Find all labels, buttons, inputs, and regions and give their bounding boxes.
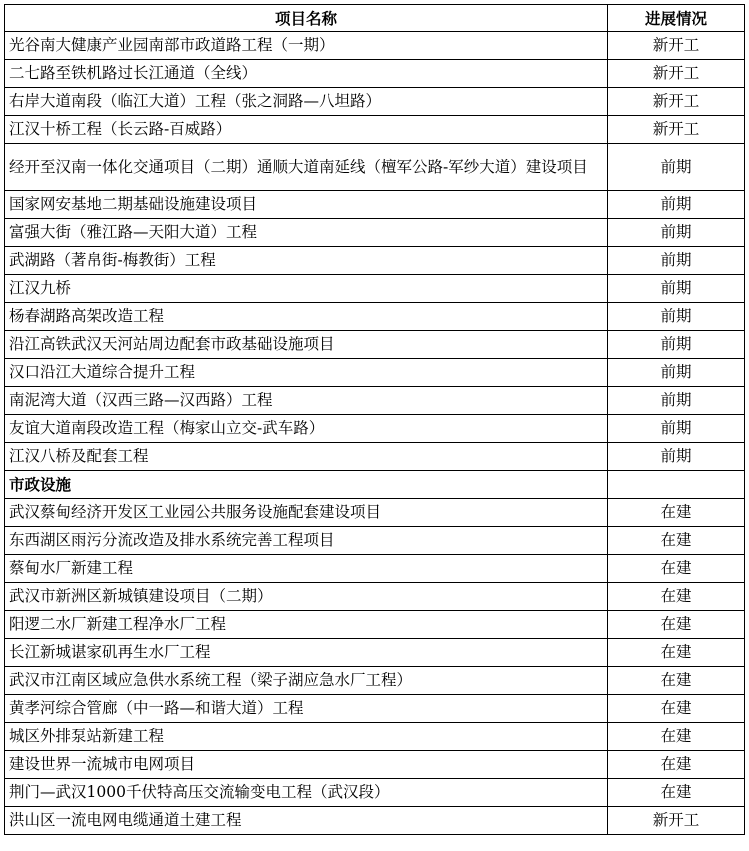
table-row	[5, 695, 745, 723]
project-name: 阳逻二水厂新建工程净水厂工程	[5, 611, 608, 639]
table-row	[5, 191, 745, 219]
table-row	[5, 60, 745, 88]
project-name: 洪山区一流电网电缆通道土建工程	[5, 807, 608, 835]
header-name: 项目名称	[5, 5, 608, 32]
project-status: 前期	[608, 443, 745, 471]
project-status: 前期	[608, 387, 745, 415]
project-name: 国家网安基地二期基础设施建设项目	[5, 191, 608, 219]
table-row	[5, 32, 745, 60]
project-name: 南泥湾大道（汉西三路—汉西路）工程	[5, 387, 608, 415]
project-name: 二七路至铁机路过长江通道（全线）	[5, 60, 608, 88]
project-name: 汉口沿江大道综合提升工程	[5, 359, 608, 387]
project-name: 右岸大道南段（临江大道）工程（张之洞路—八坦路）	[5, 88, 608, 116]
table-row	[5, 415, 745, 443]
table-row	[5, 751, 745, 779]
project-name: 江汉十桥工程（长云路-百威路）	[5, 116, 608, 144]
table-row	[5, 219, 745, 247]
project-status: 在建	[608, 583, 745, 611]
project-name: 武湖路（著帛街-梅教街）工程	[5, 247, 608, 275]
project-status: 新开工	[608, 116, 745, 144]
project-name: 友谊大道南段改造工程（梅家山立交-武车路）	[5, 415, 608, 443]
project-status: 在建	[608, 639, 745, 667]
project-status: 前期	[608, 219, 745, 247]
table-row	[5, 144, 745, 191]
project-status: 新开工	[608, 60, 745, 88]
table-row	[5, 807, 745, 835]
project-name: 武汉市江南区域应急供水系统工程（梁子湖应急水厂工程）	[5, 667, 608, 695]
project-status: 在建	[608, 779, 745, 807]
project-status: 在建	[608, 499, 745, 527]
table-row	[5, 387, 745, 415]
table-row	[5, 583, 745, 611]
table-row	[5, 303, 745, 331]
project-status: 前期	[608, 331, 745, 359]
project-status: 在建	[608, 611, 745, 639]
section-title: 市政设施	[5, 471, 608, 499]
project-name: 建设世界一流城市电网项目	[5, 751, 608, 779]
projects-table	[4, 4, 745, 835]
table-row	[5, 667, 745, 695]
project-status	[608, 471, 745, 499]
project-name: 杨春湖路高架改造工程	[5, 303, 608, 331]
table-row	[5, 499, 745, 527]
project-name: 江汉八桥及配套工程	[5, 443, 608, 471]
project-name: 东西湖区雨污分流改造及排水系统完善工程项目	[5, 527, 608, 555]
table-row	[5, 116, 745, 144]
table-row	[5, 555, 745, 583]
project-name: 城区外排泵站新建工程	[5, 723, 608, 751]
table-row	[5, 88, 745, 116]
project-status: 新开工	[608, 32, 745, 60]
project-status: 前期	[608, 247, 745, 275]
project-name: 蔡甸水厂新建工程	[5, 555, 608, 583]
project-name: 武汉蔡甸经济开发区工业园公共服务设施配套建设项目	[5, 499, 608, 527]
project-status: 前期	[608, 191, 745, 219]
table-row	[5, 611, 745, 639]
project-status: 新开工	[608, 807, 745, 835]
project-status: 新开工	[608, 88, 745, 116]
table-row	[5, 275, 745, 303]
project-status: 在建	[608, 527, 745, 555]
project-status: 在建	[608, 555, 745, 583]
project-name: 经开至汉南一体化交通项目（二期）通顺大道南延线（檀军公路-军纱大道）建设项目	[5, 144, 608, 191]
header-row	[5, 5, 745, 32]
project-status: 前期	[608, 303, 745, 331]
project-name: 江汉九桥	[5, 275, 608, 303]
project-name: 黄孝河综合管廊（中一路—和谐大道）工程	[5, 695, 608, 723]
table-row	[5, 723, 745, 751]
project-name: 长江新城谌家矶再生水厂工程	[5, 639, 608, 667]
table-row	[5, 359, 745, 387]
project-status: 前期	[608, 359, 745, 387]
project-status: 前期	[608, 144, 745, 191]
project-name: 武汉市新洲区新城镇建设项目（二期）	[5, 583, 608, 611]
table-row	[5, 443, 745, 471]
project-name: 沿江高铁武汉天河站周边配套市政基础设施项目	[5, 331, 608, 359]
project-status: 在建	[608, 695, 745, 723]
project-status: 在建	[608, 667, 745, 695]
project-name: 荆门—武汉1000千伏特高压交流输变电工程（武汉段）	[5, 779, 608, 807]
table-row	[5, 331, 745, 359]
project-status: 前期	[608, 415, 745, 443]
project-status: 前期	[608, 275, 745, 303]
table-row	[5, 527, 745, 555]
section-row	[5, 471, 745, 499]
table-body	[5, 32, 745, 835]
table-row	[5, 779, 745, 807]
table-row	[5, 639, 745, 667]
header-status: 进展情况	[608, 5, 745, 32]
project-status: 在建	[608, 751, 745, 779]
table-row	[5, 247, 745, 275]
project-name: 光谷南大健康产业园南部市政道路工程（一期）	[5, 32, 608, 60]
project-name: 富强大街（雅江路—天阳大道）工程	[5, 219, 608, 247]
project-status: 在建	[608, 723, 745, 751]
